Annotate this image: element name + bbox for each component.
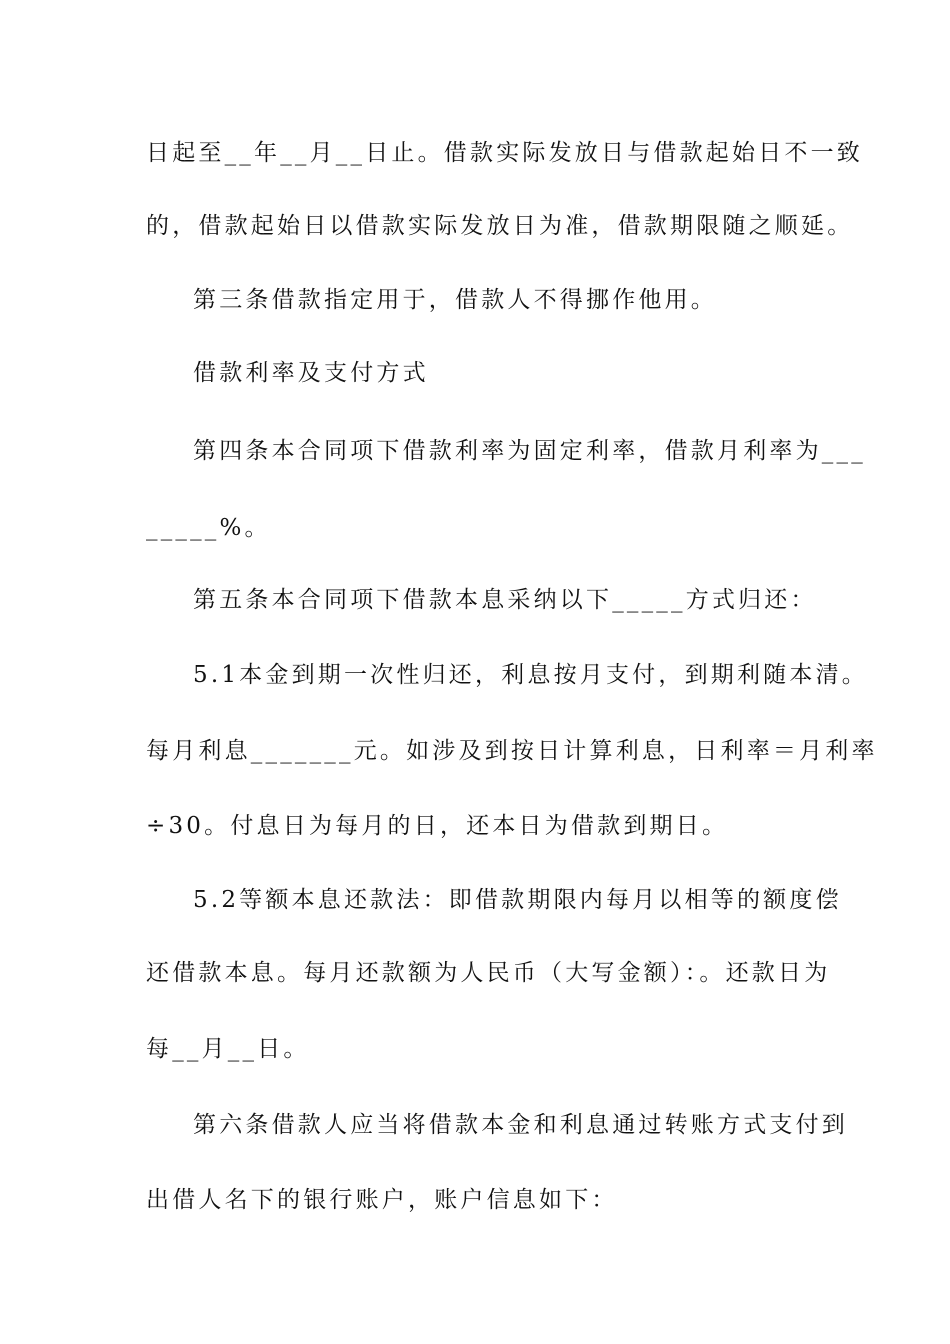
- text-line: 第四条本合同项下借款利率为固定利率，借款月利率为___: [193, 438, 866, 464]
- text-line: 第六条借款人应当将借款本金和利息通过转账方式支付到: [193, 1112, 848, 1138]
- text-line: 出借人名下的银行账户，账户信息如下：: [146, 1187, 618, 1213]
- section-heading: 借款利率及支付方式: [193, 360, 429, 386]
- text-line: 还借款本息。每月还款额为人民币（大写金额）：。还款日为: [146, 960, 831, 986]
- text-line: 日起至__年__月__日止。借款实际发放日与借款起始日不一致: [146, 140, 863, 166]
- text-line: 每月利息_______元。如涉及到按日计算利息，日利率＝月利率: [146, 738, 878, 764]
- text-line: 5.1本金到期一次性归还，利息按月支付，到期利随本清。: [193, 662, 868, 688]
- text-line: 5.2等额本息还款法：即借款期限内每月以相等的额度偿: [193, 887, 842, 913]
- text-line: ÷30。付息日为每月的日，还本日为借款到期日。: [146, 813, 729, 839]
- text-line: _____%。: [146, 515, 271, 541]
- text-line: 每__月__日。: [146, 1036, 310, 1062]
- text-line: 第三条借款指定用于，借款人不得挪作他用。: [193, 287, 717, 313]
- text-line: 的，借款起始日以借款实际发放日为准，借款期限随之顺延。: [146, 213, 854, 239]
- text-line: 第五条本合同项下借款本息采纳以下_____方式归还：: [193, 587, 817, 613]
